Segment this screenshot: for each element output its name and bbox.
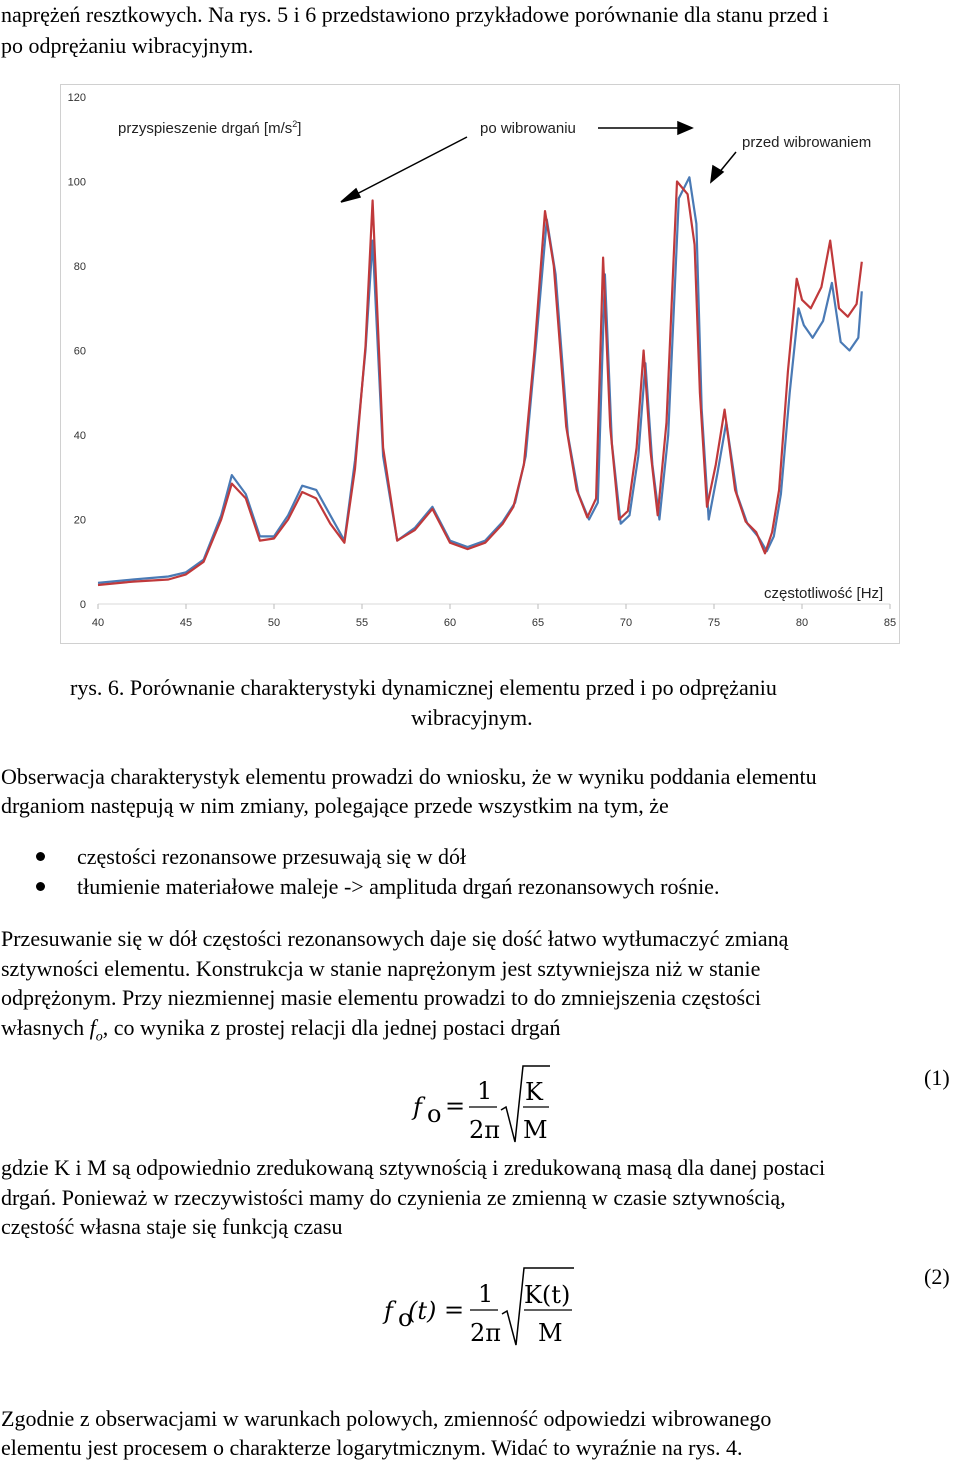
eq2-denominator: 2π <box>470 1319 502 1347</box>
annotation-before-label: przed wibrowaniem <box>742 134 872 151</box>
x-tick-label: 40 <box>91 617 105 629</box>
x-tick-label: 70 <box>619 617 633 629</box>
eq2-arg: (t) <box>408 1297 437 1325</box>
y-tick-label: 0 <box>79 599 86 611</box>
x-tick-label: 80 <box>795 617 809 629</box>
x-tick-label: 75 <box>707 617 721 629</box>
body-text-line: naprężeń resztkowych. Na rys. 5 i 6 przedstawiono przykładowe porównanie dla stanu przed i <box>1 2 829 27</box>
y-tick-label: 120 <box>67 92 86 104</box>
y-tick-label: 100 <box>67 176 86 189</box>
equation-number: (2) <box>924 1264 950 1289</box>
body-text-line: Zgodnie z obserwacjami w warunkach polowych, zmienność odpowiedzi wibrowanego <box>1 1406 772 1431</box>
figure-caption-cont: wibracyjnym. <box>411 705 533 730</box>
y-tick-label: 40 <box>73 430 86 442</box>
body-text-line: Przesuwanie się w dół częstości rezonansowych daje się dość łatwo wytłumaczyć zmianą <box>1 926 789 951</box>
x-tick-label: 65 <box>531 617 545 629</box>
body-text-line: drgań. Ponieważ w rzeczywistości mamy do czynienia ze zmienną w czasie sztywnością, <box>1 1185 786 1210</box>
chart-frame <box>61 85 900 644</box>
eq2-sub: o <box>398 1304 413 1332</box>
eq1-f: f <box>413 1093 422 1121</box>
figure-caption: rys. 6. Porównanie charakterystyki dynamicznej elementu przed i po odprężaniu <box>70 675 777 700</box>
body-text-line: Obserwacja charakterystyk elementu prowadzi do wniosku, że w wyniku poddania elementu <box>1 764 817 789</box>
eq1-denominator: 2π <box>469 1116 501 1144</box>
symbol-subscript-o: o <box>95 1029 103 1045</box>
x-axis-label: częstotliwość [Hz] <box>764 585 884 602</box>
body-text-line: częstość własna staje się funkcją czasu <box>1 1214 343 1239</box>
body-text-line: po odprężaniu wibracyjnym. <box>1 33 254 58</box>
symbol-f: f <box>89 1015 96 1040</box>
body-text-line <box>1 1013 561 1051</box>
eq1-numerator: 1 <box>477 1077 493 1105</box>
y-tick-label: 80 <box>73 261 86 273</box>
equation-1 <box>405 1062 565 1146</box>
body-text-line: odprężonym. Przy niezmiennej masie elementu prowadzi to do zmniejszenia częstości <box>1 985 761 1010</box>
equation-2 <box>378 1264 588 1348</box>
eq2-rad-numerator: K(t) <box>524 1281 571 1309</box>
equation-number: (1) <box>924 1065 950 1090</box>
x-tick-label: 85 <box>883 617 897 629</box>
x-tick-label: 55 <box>355 617 369 629</box>
annotation-after-label: po wibrowaniu <box>480 120 576 137</box>
eq2-equals: = <box>444 1296 465 1324</box>
body-text-line: drganiom następują w nim zmiany, polegające przede wszystkim na tym, że <box>1 793 669 818</box>
eq1-rad-denominator: M <box>523 1116 548 1144</box>
eq1-rad-numerator: K <box>525 1078 543 1106</box>
eq2-f: f <box>384 1297 393 1325</box>
eq1-equals: = <box>445 1092 466 1120</box>
x-tick-label: 50 <box>267 617 281 629</box>
text-run: , co wynika z prostej relacji dla jednej postaci drgań <box>102 1015 561 1040</box>
eq2-rad-denominator: M <box>538 1319 563 1347</box>
bullet-marker <box>36 852 45 861</box>
body-text-line: elementu jest procesem o charakterze logarytmicznym. Widać to wyraźnie na rys. 4. <box>1 1435 743 1460</box>
y-tick-label: 20 <box>73 514 86 527</box>
text-run: własnych <box>1 1015 90 1040</box>
y-axis-label: przyspieszenie drgań $[m/s^2]$ <box>118 119 302 137</box>
eq2-numerator: 1 <box>478 1280 494 1308</box>
frequency-response-chart <box>60 84 900 644</box>
bullet-item: częstości rezonansowe przesuwają się w dół <box>77 844 467 869</box>
bullet-marker <box>36 882 45 891</box>
x-tick-label: 45 <box>179 617 193 629</box>
body-text-line: sztywności elementu. Konstrukcja w stanie naprężonym jest sztywniejsza niż w stanie <box>1 956 761 981</box>
y-tick-label: 60 <box>73 345 86 358</box>
eq1-sub: o <box>427 1100 442 1128</box>
body-text-line: gdzie K i M są odpowiednio zredukowaną sztywnością i zredukowaną masą dla danej postaci <box>1 1155 826 1180</box>
bullet-item: tłumienie materiałowe maleje -> amplituda drgań rezonansowych rośnie. <box>77 874 720 899</box>
x-tick-label: 60 <box>443 617 457 629</box>
